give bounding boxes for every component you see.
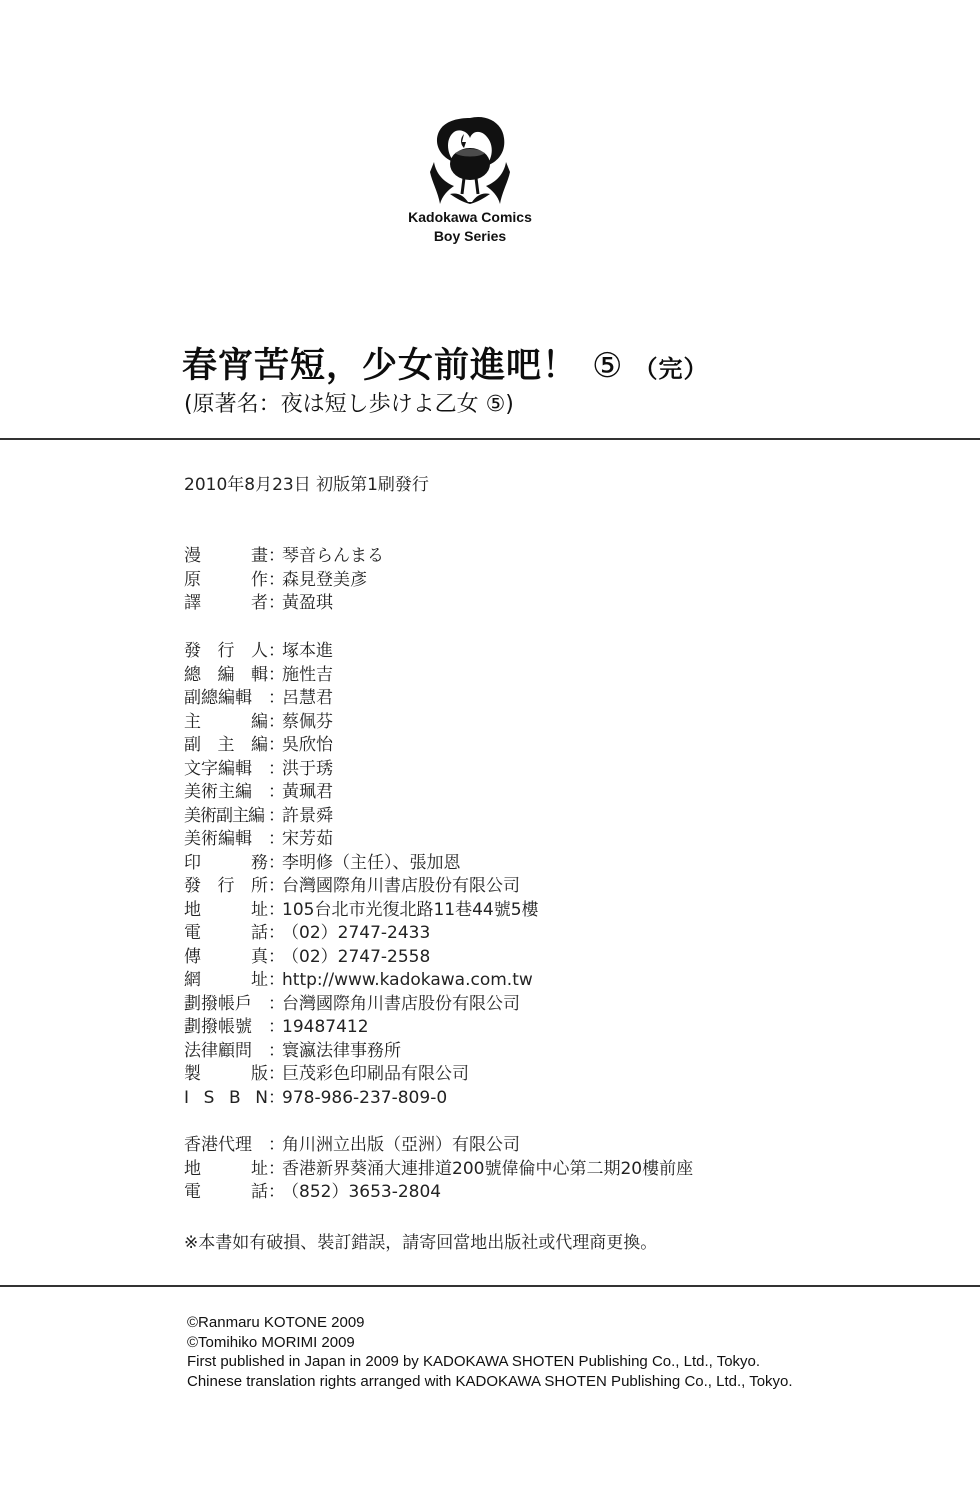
label-separator: ： [268, 805, 285, 826]
info-label: 美術主編 [184, 782, 252, 802]
label-separator: ： [268, 876, 285, 896]
label-separator: ： [268, 735, 285, 755]
info-label: 製 版 [184, 1064, 268, 1084]
hongkong-block [184, 1134, 693, 1205]
series-name: Kadokawa Comics [408, 209, 532, 225]
info-row [184, 569, 384, 593]
divider-top [0, 438, 980, 440]
info-row [184, 1087, 539, 1111]
copyright-line: ©Tomihiko MORIMI 2009 [187, 1333, 355, 1351]
label-separator: ： [268, 899, 285, 920]
copyright-line: ©Ranmaru KOTONE 2009 [187, 1314, 365, 1331]
info-value: 洪于琇 [282, 758, 333, 779]
info-label: I S B N [184, 1087, 268, 1108]
label-separator: ： [268, 1017, 285, 1037]
info-row [184, 711, 539, 735]
copyright-line: First published in Japan in 2009 by KADOKAWA SHOTEN Publishing Co., Ltd., Tokyo. [187, 1353, 761, 1370]
copyright-block [187, 1313, 793, 1391]
info-label: 主 編 [184, 711, 268, 732]
info-label: 副 主 編 [184, 735, 268, 755]
info-value: （02）2747-2433 [282, 923, 431, 943]
info-value: 978-986-237-809-0 [282, 1087, 448, 1108]
info-label: 劃撥帳戶 [184, 993, 252, 1014]
info-row [184, 993, 539, 1017]
replacement-notice: ※本書如有破損、裝訂錯誤，請寄回當地出版社或代理商更換。 [184, 1233, 658, 1253]
info-row [184, 875, 539, 899]
publication-date: 2010年8月23日 初版第1刷發行 [184, 475, 429, 495]
divider-bottom [0, 1285, 980, 1287]
info-value: 宋芳茹 [282, 829, 333, 849]
label-separator: ： [268, 664, 285, 685]
info-value: 呂慧君 [282, 688, 333, 708]
label-separator: ： [268, 569, 285, 590]
info-value: 許景舜 [282, 805, 333, 826]
staff-block [184, 640, 539, 1110]
info-row [184, 545, 384, 569]
info-row [184, 734, 539, 758]
info-value: 黃盈琪 [282, 593, 333, 613]
label-separator: ： [268, 829, 285, 849]
publisher-logo [380, 112, 560, 246]
info-row [184, 640, 539, 664]
info-label: 總 編 輯 [184, 664, 268, 685]
info-row [184, 1181, 693, 1205]
info-label: 漫 畫 [184, 546, 268, 566]
info-label: 地 址 [184, 899, 268, 920]
info-label: 副總編輯 [184, 688, 252, 708]
info-row [184, 946, 539, 970]
info-value: 寰瀛法律事務所 [282, 1040, 401, 1061]
label-separator: ： [268, 593, 285, 613]
info-label: 電 話 [184, 1182, 268, 1202]
info-value: 台灣國際角川書店股份有限公司 [282, 876, 520, 896]
label-separator: ： [268, 970, 285, 990]
info-row [184, 969, 539, 993]
label-separator: ： [268, 641, 285, 661]
completion-status: （完） [633, 355, 709, 383]
label-separator: ： [268, 852, 285, 873]
info-label: 美術編輯 [184, 829, 252, 849]
info-row [184, 899, 539, 923]
label-separator: ： [268, 1087, 285, 1108]
info-row [184, 1063, 539, 1087]
info-label: 發 行 人 [184, 641, 268, 661]
label-separator: ： [268, 758, 285, 779]
info-value: 19487412 [282, 1017, 369, 1037]
info-value: 施性吉 [282, 664, 333, 685]
info-row [184, 1016, 539, 1040]
info-value: 台灣國際角川書店股份有限公司 [282, 993, 520, 1014]
info-label: 劃撥帳號 [184, 1017, 252, 1037]
label-separator: ： [268, 711, 285, 732]
info-row [184, 852, 539, 876]
info-value: 105台北市光復北路11巷44號5樓 [282, 899, 539, 920]
info-value: http://www.kadokawa.com.tw [282, 970, 533, 990]
credits-block [184, 545, 384, 616]
info-row [184, 1040, 539, 1064]
info-label: 網 址 [184, 970, 268, 990]
info-value: 角川洲立出版（亞洲）有限公司 [282, 1135, 520, 1155]
label-separator: ： [268, 993, 285, 1014]
info-value: 塚本進 [282, 641, 333, 661]
volume-number: ⑤ [592, 346, 624, 386]
info-value: 李明修（主任）、張加恩 [282, 852, 461, 873]
info-label: 美術副主編 [184, 805, 264, 826]
label-separator: ： [268, 1040, 285, 1061]
info-row [184, 781, 539, 805]
label-separator: ： [268, 546, 285, 566]
info-label: 譯 者 [184, 593, 268, 613]
label-separator: ： [268, 1158, 285, 1179]
info-label: 地 址 [184, 1158, 268, 1179]
info-value: 香港新界葵涌大連排道200號偉倫中心第二期20樓前座 [282, 1158, 694, 1179]
info-row [184, 664, 539, 688]
info-value: 黃珮君 [282, 782, 333, 802]
info-row [184, 687, 539, 711]
book-title [182, 338, 709, 388]
info-value: 吳欣怡 [282, 735, 333, 755]
info-value: （02）2747-2558 [282, 946, 431, 967]
info-label: 法律顧問 [184, 1040, 252, 1061]
info-value: 巨茂彩色印刷品有限公司 [282, 1064, 469, 1084]
info-row [184, 1134, 693, 1158]
phoenix-icon [424, 112, 516, 208]
label-separator: ： [268, 946, 285, 967]
info-row [184, 805, 539, 829]
info-value: 琴音らんまる [282, 546, 384, 566]
info-label: 電 話 [184, 923, 268, 943]
label-separator: ： [268, 1064, 285, 1084]
label-separator: ： [268, 782, 285, 802]
info-row [184, 1158, 693, 1182]
info-value: 森見登美彥 [282, 569, 367, 590]
label-separator: ： [268, 1182, 285, 1202]
info-label: 傳 真 [184, 946, 268, 967]
info-label: 印 務 [184, 852, 268, 873]
info-label: 文字編輯 [184, 758, 252, 779]
info-label: 香港代理 [184, 1135, 252, 1155]
label-separator: ： [268, 688, 285, 708]
info-row [184, 758, 539, 782]
label-separator: ： [268, 1135, 285, 1155]
info-value: 蔡佩芬 [282, 711, 333, 732]
title-main: 春宵苦短，少女前進吧！ [182, 346, 579, 386]
info-row [184, 592, 384, 616]
label-separator: ： [268, 923, 285, 943]
info-label: 原 作 [184, 569, 268, 590]
info-label: 發 行 所 [184, 876, 268, 896]
copyright-line: Chinese translation rights arranged with KADOKAWA SHOTEN Publishing Co., Ltd., Tokyo. [187, 1372, 793, 1390]
info-row [184, 922, 539, 946]
info-row [184, 828, 539, 852]
series-subname: Boy Series [433, 228, 507, 244]
info-value: （852）3653-2804 [282, 1182, 442, 1202]
original-title: (原著名：夜は短し歩けよ乙女 ⑤) [184, 392, 514, 417]
